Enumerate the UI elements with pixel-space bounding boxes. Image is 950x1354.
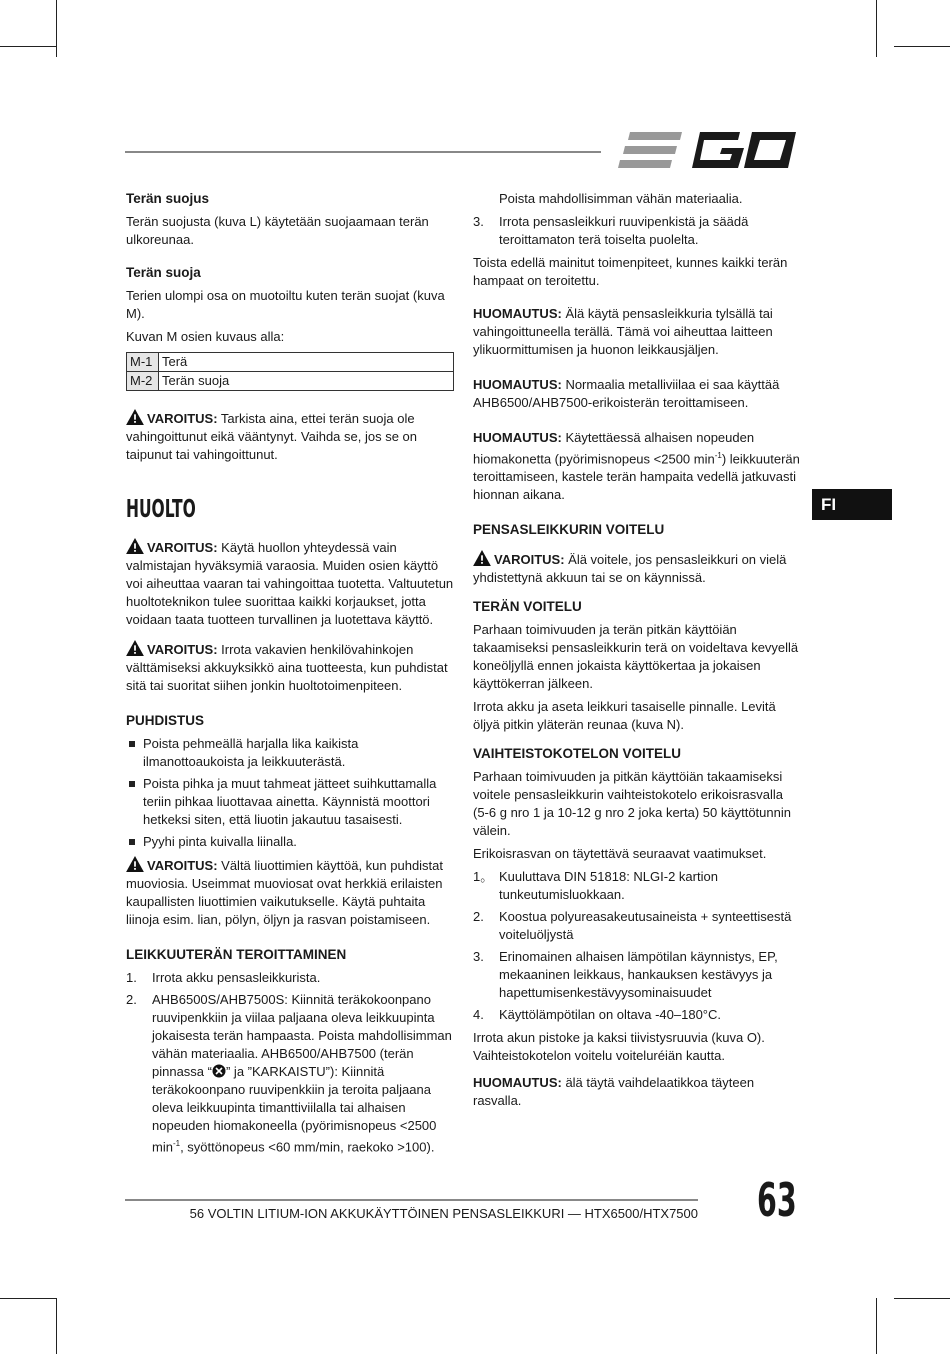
ego-logo xyxy=(616,128,800,172)
note-label: HUOMAUTUS: xyxy=(473,377,562,392)
maintenance-title: HUOLTO xyxy=(126,494,196,523)
blade-cover-text: Terän suojusta (kuva L) käytetään suojaamaan terän ulkoreunaa. xyxy=(126,214,429,247)
warning-label: VAROITUS: xyxy=(147,411,218,426)
sharpening-steps-cont xyxy=(473,213,801,249)
crop-mark xyxy=(876,1298,877,1354)
list-item: 3. Irrota pensasleikkuri ruuvipenkistä ja säädä teroittamaton terä toiselta puolelta. xyxy=(473,214,749,247)
left-column xyxy=(126,190,454,1161)
footer-rule xyxy=(125,1199,698,1201)
list-item: 2. AHB6500S/AHB7500S: Kiinnitä teräkokoonpano ruuvipenkkiin ja viilaa paljaana oleva leikkuupinta jokaisesta terän hampaasta. Poista mahdollisimman vähän materiaalia. AHB6500/AHB7500 (terän pinnassa “ ” ja ”KARKAISTU”): Kiinnitä teräkokoonpano ruuvipenkkiin ja teroita paljaana oleva leikkuupinta timanttiviilalla tai alhaisen nopeuden hiomakoneella (pyörimisnopeus <2500 $\min^{-1}$, syöttönopeus <60 mm/min, raekoko >100). xyxy=(126,992,452,1155)
list-item: 1. Irrota akku pensasleikkurista. xyxy=(126,970,321,985)
footer-text: 56 VOLTIN LITIUM-ION AKKUKÄYTTÖINEN PENSASLEIKKURI — HTX6500/HTX7500 xyxy=(189,1206,698,1221)
bullet-icon xyxy=(129,741,135,747)
lubrication-title: PENSASLEIKKURIN VOITELU xyxy=(473,522,665,538)
sharpening-steps xyxy=(126,969,454,1156)
note-label: HUOMAUTUS: xyxy=(473,306,562,321)
note-label: HUOMAUTUS: xyxy=(473,430,562,445)
language-tab: FI xyxy=(812,489,892,520)
cleaning-list xyxy=(126,735,454,851)
crop-mark xyxy=(894,1298,950,1299)
warning-icon xyxy=(126,409,144,425)
warning-paragraph xyxy=(126,640,454,695)
requirements-list xyxy=(473,868,801,1024)
list-item: Pyyhi pinta kuivalla liinalla. xyxy=(126,833,454,851)
part-code: M-1 xyxy=(127,353,159,372)
list-item: Poista pihka ja muut tahmeat jätteet suihkuttamalla teriin pihkaa liuottavaa ainetta. Käynnistä moottori hetkeksi siten, että liuotin jakautuu tasaisesti. xyxy=(126,775,454,829)
bullet-icon xyxy=(129,781,135,787)
sharpening-title: LEIKKUUTERÄN TEROITTAMINEN xyxy=(126,947,347,962)
blade-guard-title: Terän suoja xyxy=(126,265,201,280)
gearbox-text: Irrota akun pistoke ja kaksi tiivistysruuvia (kuva O). Vaihteistokotelon voitelu voiteluréiän kautta. xyxy=(473,1030,765,1064)
parts-table xyxy=(126,352,454,391)
list-item: 1。 Kuuluttava DIN 51818: NLGI-2 kartion tunkeutumisluokkaan. xyxy=(473,869,718,903)
warning-icon xyxy=(126,640,144,656)
list-item: 3. Erinomainen alhaisen lämpötilan käynnistys, EP, mekaaninen leikkaus, hankauksen kestävyys ja hapettumisenkestävyysominaisuudet xyxy=(473,949,778,1001)
header-rule xyxy=(125,151,601,153)
blade-lube-text: Parhaan toimivuuden ja terän pitkän käyttöiän takaamiseksi pensasleikkurin terä on voideltava kevyellä koneöljyllä ennen jokaista käyttökertaa ja jokaisen käyttökerran jälkeen. xyxy=(473,622,799,692)
page-number: 63 xyxy=(757,1173,797,1227)
note-paragraph: HUOMAUTUS: Käytettäessä alhaisen nopeuden hiomakonetta (pyörimisnopeus <2500 $\min^{-1}$) leikkuuterän teroittamiseen, kastele terän hampaita vedellä jatkuvasti hionnan aikana. xyxy=(473,430,800,503)
blade-cover-title: Terän suojus xyxy=(126,191,210,206)
blade-lube-title: TERÄN VOITELU xyxy=(473,599,582,615)
gearbox-text: Erikoisrasvan on täytettävä seuraavat vaatimukset. xyxy=(473,846,767,862)
warning-label: VAROITUS: xyxy=(147,858,218,873)
part-code: M-2 xyxy=(127,372,159,391)
crop-mark xyxy=(0,1298,57,1299)
parts-intro: Kuvan M osien kuvaus alla: xyxy=(126,329,285,344)
note-label: HUOMAUTUS: xyxy=(473,1075,562,1091)
right-column xyxy=(473,190,801,1115)
warning-paragraph xyxy=(126,409,454,464)
note-paragraph: HUOMAUTUS: älä täytä vaihdelaatikkoa täyteen rasvalla. xyxy=(473,1075,755,1109)
warning-paragraph xyxy=(126,538,454,629)
crop-mark xyxy=(0,46,57,47)
warning-text: Vältä liuottimien käyttöä, kun puhdistat muoviosia. Useimmat muoviosat ovat herkkiä erilaisten kaupallisten liuottimien vaikutukselle. Käytä puhtaita liinoja esim. lian, pölyn, öljyn ja rasvan poistamiseen. xyxy=(126,858,444,927)
note-paragraph: HUOMAUTUS: Älä käytä pensasleikkuria tylsällä tai vahingoittuneella terällä. Tämä voi aiheuttaa laitteen ylikuormittumisen ja huonon leikkausjäljen. xyxy=(473,306,773,357)
hardened-symbol-icon xyxy=(212,1064,226,1078)
warning-text: Irrota vakavien henkilövahinkojen välttämiseksi akkuyksikkö aina tuotteesta, kun puhdistat sitä tai suoritat siihen jonkin huoltotoimenpiteen. xyxy=(126,642,448,693)
note-paragraph: HUOMAUTUS: Normaalia metalliviilaa ei saa käyttää AHB6500/AHB7500-erikoisterän teroittamiseen. xyxy=(473,377,780,410)
table-row xyxy=(127,372,454,391)
blade-guard-text: Terien ulompi osa on muotoiltu kuten terän suojat (kuva M). xyxy=(126,288,445,321)
crop-mark xyxy=(894,46,950,47)
list-item: Poista pehmeällä harjalla lika kaikista ilmanottoaukoista ja leikkuuterästä. xyxy=(126,735,454,771)
warning-paragraph: VAROITUS: Älä voitele, jos pensasleikkuri on vielä yhdistettynä akkuun tai se on käynnissä. xyxy=(473,552,787,586)
part-name: Terä xyxy=(159,353,454,372)
warning-icon xyxy=(126,856,144,872)
continued-text: Poista mahdollisimman vähän materiaalia. xyxy=(499,191,743,206)
blade-lube-text: Irrota akku ja aseta leikkuri tasaiselle pinnalle. Levitä öljyä pitkin yläterän reunaa (kuva N). xyxy=(473,699,776,733)
warning-label: VAROITUS: xyxy=(147,540,218,555)
warning-icon xyxy=(126,538,144,554)
cleaning-title: PUHDISTUS xyxy=(126,713,205,728)
gearbox-text: Parhaan toimivuuden ja pitkän käyttöiän takaamiseksi voitele pensasleikkurin vaihteistokotelo erikoisrasvalla (5-6 g nro 1 ja 10-12 g nro 2 joka kerta) 50 käyttötunnin välein. xyxy=(473,769,791,839)
list-item: 2. Koostua polyureasakeutusaineista + synteettisestä voiteluöljystä xyxy=(473,909,792,943)
part-name: Terän suoja xyxy=(159,372,454,391)
warning-text: Tarkista aina, ettei terän suoja ole vahingoittunut eikä vääntynyt. Vaihda se, jos se on taipunut tai vahingoittunut. xyxy=(126,411,418,462)
warning-icon xyxy=(473,550,491,566)
warning-label: VAROITUS: xyxy=(147,642,218,657)
warning-text: Käytä huollon yhteydessä vain valmistajan hyväksymiä varaosia. Muiden osien käyttö voi aiheuttaa vaaran tai vahingoittaa tuotetta. Valtuutetun huoltoteknikon tulee suorittaa kaikki korjaukset, jotta voidaan taata tuotteen turvallinen ja luotettava käyttö. xyxy=(126,540,454,627)
bullet-icon xyxy=(129,839,135,845)
table-row xyxy=(127,353,454,372)
list-item: 4. Käyttölämpötilan on oltava -40–180°C. xyxy=(473,1007,722,1023)
gearbox-lube-title: VAIHTEISTOKOTELON VOITELU xyxy=(473,746,682,762)
crop-mark xyxy=(56,0,57,57)
warning-label: VAROITUS: xyxy=(494,552,565,568)
warning-paragraph xyxy=(126,856,454,929)
crop-mark xyxy=(876,0,877,57)
repeat-text: Toista edellä mainitut toimenpiteet, kunnes kaikki terän hampaat on teroitettu. xyxy=(473,255,788,288)
crop-mark xyxy=(56,1298,57,1354)
